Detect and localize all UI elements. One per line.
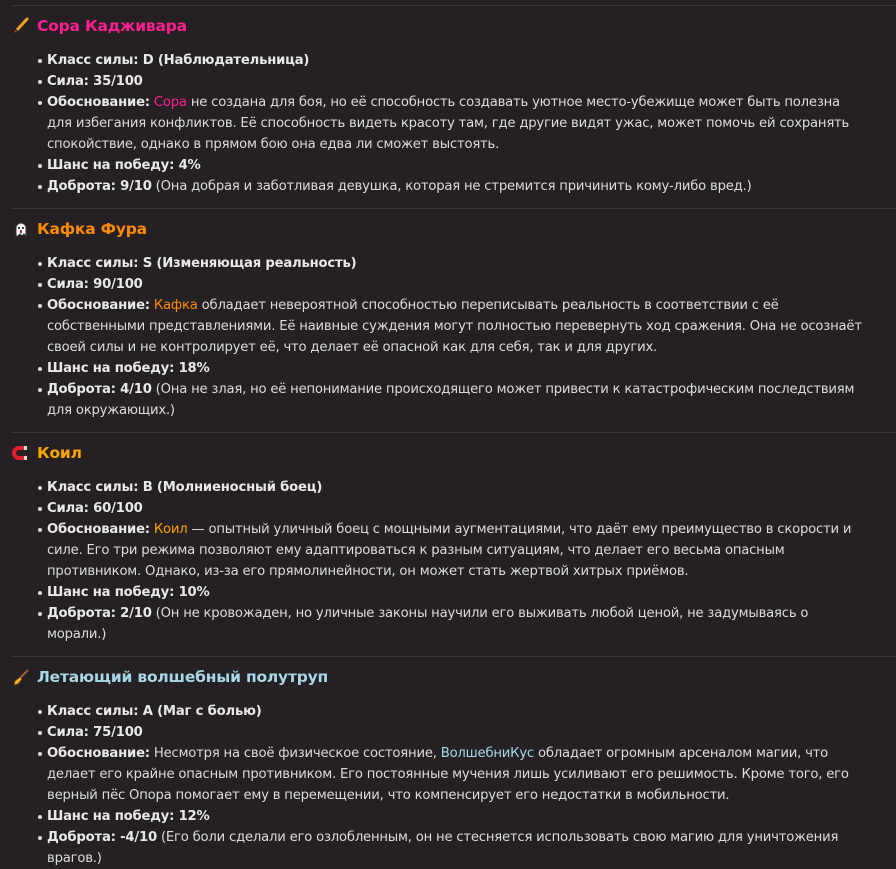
kindness-note: (Его боли сделали его озлобленным, он не стесняется использовать свою магию для уничтожения врагов.)	[47, 830, 839, 866]
chance-label: Шанс на победу:	[47, 809, 175, 824]
list-item-chance	[47, 155, 896, 176]
reason-label: Обоснование:	[47, 522, 150, 537]
chance-label: Шанс на победу:	[47, 158, 175, 173]
kindness-value: -4/10	[120, 830, 157, 845]
stats-list	[12, 477, 896, 645]
reason-label: Обоснование:	[47, 746, 150, 761]
list-item-reason	[47, 92, 896, 155]
class-label: Класс силы:	[47, 704, 139, 719]
power-label: Сила:	[47, 74, 89, 89]
character-section	[12, 218, 896, 421]
reason-text: обладает невероятной способностью переписывать реальность в соответствии с её собственными представлениями. Её наивные суждения могут полностью перевернуть ход сражения. Она не осознаёт своей силы и не контролирует её, что делает её опасной как для себя, так и для других.	[47, 298, 862, 355]
kindness-value: 9/10	[120, 179, 152, 194]
reason-name-highlight: ВолшебниКус	[440, 746, 534, 761]
character-name: Коил	[37, 444, 82, 462]
power-value: 75/100	[93, 725, 143, 740]
section-divider	[12, 656, 896, 657]
section-divider	[12, 432, 896, 433]
list-item-kindness	[47, 176, 896, 197]
list-item-power	[47, 498, 896, 519]
section-divider	[12, 208, 896, 209]
class-value: A (Маг с болью)	[142, 704, 262, 719]
power-label: Сила:	[47, 725, 89, 740]
character-name: Сора Кадживара	[37, 17, 187, 35]
list-item-power	[47, 274, 896, 295]
kindness-note: (Она добрая и заботливая девушка, которая не стремится причинить кому-либо вред.)	[151, 179, 752, 194]
stats-list	[12, 701, 896, 869]
broom-icon	[12, 668, 30, 686]
chance-value: 10%	[178, 585, 210, 600]
class-value: D (Наблюдательница)	[142, 53, 310, 68]
chance-label: Шанс на победу:	[47, 585, 175, 600]
kindness-value: 2/10	[120, 606, 152, 621]
character-section	[12, 442, 896, 645]
reason-text: — опытный уличный боец с мощными аугментациями, что даёт ему преимущество в скорости и силе. Его три режима позволяют ему адаптироваться к разным ситуациям, что делает его весьма опасным противником. Однако, из-за его прямолинейности, он может стать жертвой хитрых приёмов.	[47, 522, 852, 579]
reason-text: обладает огромным арсеналом магии, что делает его крайне опасным противником. Его постоянные мучения лишь усиливают его решимость. Кроме того, его верный пёс Опора помогает ему в перемещении, что компенсирует его недостатки в мобильности.	[47, 746, 849, 803]
kindness-label: Доброта:	[47, 606, 116, 621]
list-item-chance	[47, 806, 896, 827]
reason-name-highlight: Коил	[153, 522, 188, 537]
class-label: Класс силы:	[47, 256, 139, 271]
list-item-reason	[47, 743, 896, 806]
section-divider	[12, 5, 896, 6]
magnet-icon	[12, 444, 30, 462]
character-heading	[12, 666, 896, 688]
power-value: 35/100	[93, 74, 143, 89]
class-label: Класс силы:	[47, 53, 139, 68]
ghost-icon	[12, 220, 30, 238]
list-item-reason	[47, 519, 896, 582]
list-item-kindness	[47, 379, 896, 421]
character-heading	[12, 218, 896, 240]
list-item-chance	[47, 582, 896, 603]
list-item-class	[47, 50, 896, 71]
list-item-reason	[47, 295, 896, 358]
reason-name-highlight: Кафка	[153, 298, 198, 313]
stats-list	[12, 253, 896, 421]
reason-label: Обоснование:	[47, 298, 150, 313]
class-label: Класс силы:	[47, 480, 139, 495]
list-item-class	[47, 701, 896, 722]
stats-list	[12, 50, 896, 197]
list-item-chance	[47, 358, 896, 379]
power-value: 60/100	[93, 501, 143, 516]
character-heading	[12, 442, 896, 464]
list-item-kindness	[47, 603, 896, 645]
chance-value: 12%	[178, 809, 210, 824]
character-name: Летающий волшебный полутруп	[37, 668, 329, 686]
kindness-label: Доброта:	[47, 830, 116, 845]
kindness-note: (Он не кровожаден, но уличные законы научили его выживать любой ценой, не задумываясь о морали.)	[47, 606, 809, 642]
class-value: B (Молниеносный боец)	[142, 480, 323, 495]
chance-value: 18%	[178, 361, 210, 376]
kindness-label: Доброта:	[47, 179, 116, 194]
reason-name-highlight: Сора	[153, 95, 187, 110]
power-label: Сила:	[47, 277, 89, 292]
chance-value: 4%	[178, 158, 201, 173]
character-section	[12, 666, 896, 869]
list-item-class	[47, 253, 896, 274]
list-item-kindness	[47, 827, 896, 869]
list-item-power	[47, 71, 896, 92]
reason-text-pre: Несмотря на своё физическое состояние,	[149, 746, 441, 761]
chance-label: Шанс на победу:	[47, 361, 175, 376]
reason-text: не создана для боя, но её способность создавать уютное место-убежище может быть полезна для избегания конфликтов. Её способность видеть красоту там, где другие видят ужас, может помочь ей сохранять спокойствие, однако в прямом бою она едва ли сможет выстоять.	[47, 95, 850, 152]
kindness-label: Доброта:	[47, 382, 116, 397]
kindness-note: (Она не злая, но её непонимание происходящего может привести к катастрофическим последствиям для окружающих.)	[47, 382, 855, 418]
power-label: Сила:	[47, 501, 89, 516]
character-section	[12, 15, 896, 197]
character-heading	[12, 15, 896, 37]
class-value: S (Изменяющая реальность)	[142, 256, 357, 271]
power-value: 90/100	[93, 277, 143, 292]
reason-label: Обоснование:	[47, 95, 150, 110]
list-item-class	[47, 477, 896, 498]
kindness-value: 4/10	[120, 382, 152, 397]
character-name: Кафка Фура	[37, 220, 147, 238]
paintbrush-icon	[12, 17, 30, 35]
list-item-power	[47, 722, 896, 743]
